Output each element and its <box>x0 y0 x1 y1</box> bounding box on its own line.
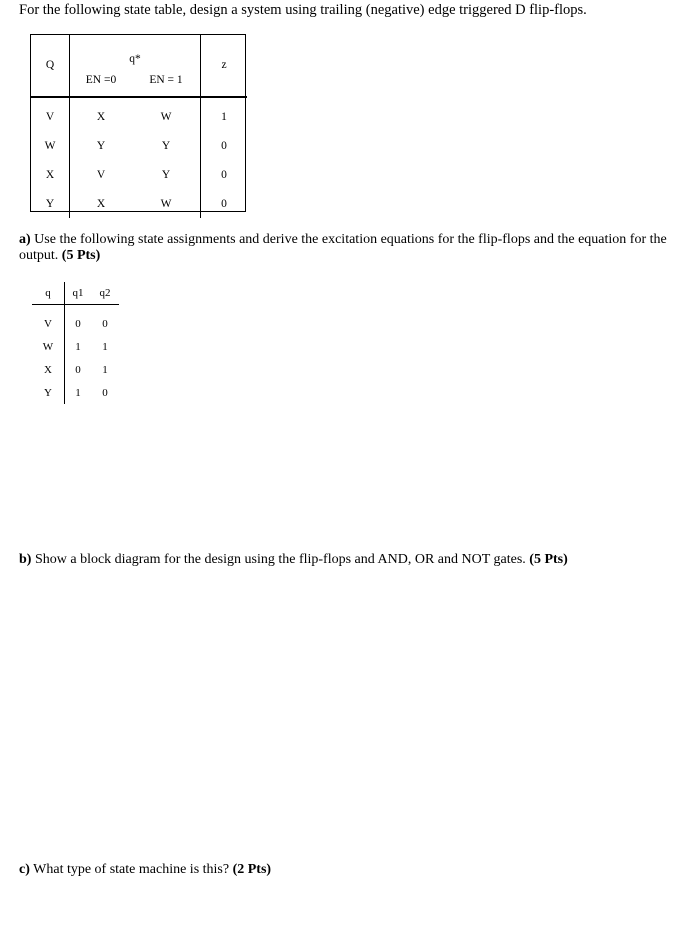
question-a-points: (5 Pts) <box>61 248 101 263</box>
header-en1: EN = 1 <box>132 65 201 97</box>
cell-z: 0 <box>201 131 248 160</box>
assign-cell-q: W <box>32 335 65 358</box>
table-row <box>31 160 247 189</box>
cell-z: 0 <box>201 160 248 189</box>
assign-header-q1: q1 <box>65 282 92 305</box>
assign-row <box>32 358 119 381</box>
question-b-text: Show a block diagram for the design using the flip-flops and AND, OR and NOT gates. <box>34 552 526 567</box>
assign-cell-q2: 0 <box>102 317 108 330</box>
assign-cell-q2: 0 <box>102 386 108 399</box>
header-z: z <box>201 34 248 97</box>
assign-header-q: q <box>32 282 65 305</box>
question-b <box>19 552 568 568</box>
question-c-label: c) <box>19 862 30 877</box>
cell-en1: W <box>160 197 172 210</box>
state-table <box>31 34 247 218</box>
question-b-label: b) <box>19 552 32 567</box>
cell-en0: X <box>96 110 106 123</box>
assign-cell-q1: 0 <box>75 317 81 330</box>
cell-q: V <box>31 97 70 131</box>
cell-en1: W <box>160 110 172 123</box>
table-row <box>31 189 247 218</box>
assign-cell-q: V <box>32 312 65 335</box>
header-en0: EN =0 <box>70 65 133 97</box>
question-a-label: a) <box>19 232 31 247</box>
cell-z: 1 <box>201 97 248 131</box>
assign-cell-q1: 1 <box>75 386 81 399</box>
question-a-text: Use the following state assignments and derive the excitation equations for the flip-flops and the equation for the output. <box>19 232 667 263</box>
assign-cell-q2: 1 <box>102 340 108 353</box>
assign-row <box>32 335 119 358</box>
cell-en0: V <box>96 168 106 181</box>
question-c-text: What type of state machine is this? <box>33 862 230 877</box>
cell-en0: Y <box>96 139 106 152</box>
assign-row <box>32 381 119 404</box>
cell-en1: Y <box>161 168 171 181</box>
assign-row <box>32 312 119 335</box>
assign-cell-q: Y <box>32 381 65 404</box>
table-row <box>31 131 247 160</box>
intro-text: For the following state table, design a system using trailing (negative) edge triggered D flip-flops. <box>19 2 587 18</box>
question-c <box>19 862 271 878</box>
header-q: Q <box>31 34 70 97</box>
question-b-points: (5 Pts) <box>529 552 568 567</box>
cell-en0: X <box>96 197 106 210</box>
cell-q: X <box>31 160 70 189</box>
table-row <box>31 97 247 131</box>
cell-en1: Y <box>161 139 171 152</box>
assign-cell-q2: 1 <box>102 363 108 376</box>
question-c-points: (2 Pts) <box>232 862 272 877</box>
question-a <box>19 232 689 264</box>
assign-header-q2: q2 <box>91 282 119 305</box>
state-assignment-table <box>32 282 119 404</box>
assign-cell-q1: 0 <box>75 363 81 376</box>
assign-cell-q1: 1 <box>75 340 81 353</box>
cell-q: Y <box>31 189 70 218</box>
cell-z: 0 <box>201 189 248 218</box>
assign-cell-q: X <box>32 358 65 381</box>
header-next-state: q* <box>129 52 141 65</box>
cell-q: W <box>31 131 70 160</box>
